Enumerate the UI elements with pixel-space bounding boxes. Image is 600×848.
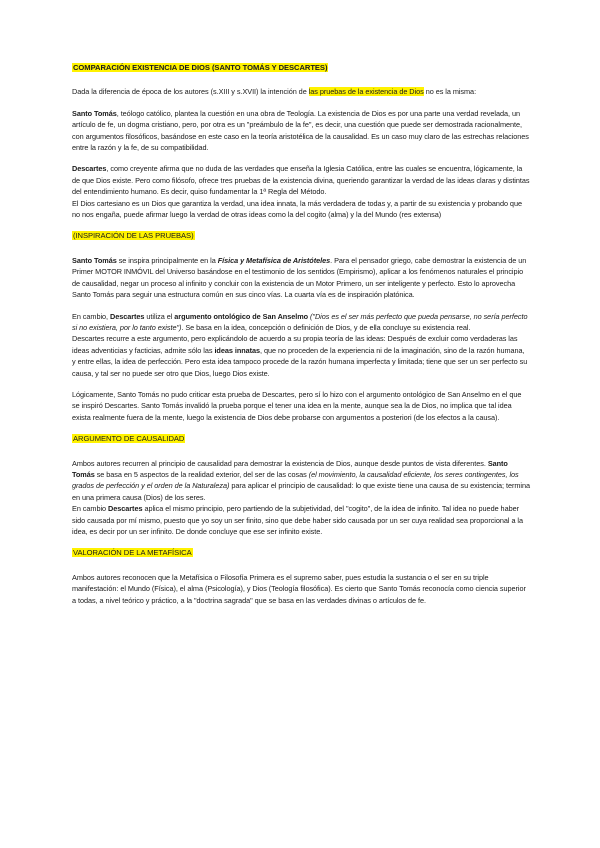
- intro-paragraph: [72, 86, 530, 97]
- heading-inspiracion: (INSPIRACIÓN DE LAS PRUEBAS): [73, 231, 194, 241]
- inspiracion-p1-text-a: se inspira principalmente en la: [116, 255, 218, 265]
- descartes-paragraph-2: El Dios cartesiano es un Dios que garantiza la verdad, una idea innata, la más verdadera de todas y, a partir de su existencia y probando que no nos engaña, puede afirmar luego la verdad de otras ideas como la del cogito (alma) y la del Mundo (res extensa): [72, 198, 522, 220]
- document-page: [72, 62, 530, 606]
- section-title-inspiracion: [72, 230, 530, 241]
- argumento-ontologico: argumento ontológico de San Anselmo: [174, 311, 309, 321]
- causalidad-paragraph-2: [72, 503, 530, 537]
- inspiracion-santo-tomas-name: Santo Tomás: [72, 255, 117, 265]
- inspiracion-paragraph-2: [72, 311, 530, 334]
- causalidad-paragraph: [72, 458, 530, 504]
- causalidad-aspects: (el movimiento, la causalidad eficiente, los seres contingentes, los grados de perfección y el orden de la Naturaleza): [72, 469, 519, 491]
- heading-metafisica: VALORACIÓN DE LA METAFÍSICA: [73, 548, 192, 558]
- inspiracion-p2-text-d: Descartes recurre a este argumento, pero explicándolo de acuerdo a su propia teoría de las ideas: Después de excluir como verdaderas las ideas adventicias y facticias, admite sólo las: [72, 334, 518, 355]
- causalidad-text-b: se basa en 5 aspectos de la realidad exterior, del ser de las cosas: [94, 469, 309, 479]
- section-title-metafisica: [72, 547, 530, 558]
- aristoteles-works: Física y Metafísica de Aristóteles: [217, 255, 331, 265]
- descartes-text: , como creyente afirma que no duda de las verdades que enseña la Iglesia Católica, entre las cuales se encuentra, lógicamente, la de que Dios existe. Pero como filósofo, ofrece tres pruebas de la existencia divina, queriendo garantizar la verdad de las ideas claras y distintas del entendimiento humano. Es decir, quiso fundamentar la 1ª Regla del Método.: [72, 164, 530, 197]
- descartes-name: Descartes: [72, 164, 107, 174]
- causalidad-text-a: Ambos autores recurren al principio de causalidad para demostrar la existencia de Dios, aunque desde puntos de vista diferentes.: [72, 458, 488, 468]
- santo-tomas-text: , teólogo católico, plantea la cuestión en una obra de Teología. La existencia de Dios es por una parte una verdad revelada, un artículo de fe, un dogma cristiano, pero, por otra es un "preámbulo de la fe", es decir, una cuestión que puede ser demostrada racionalmente, con argumentos filosóficos, basándose en este caso en la teoría aristotélica de la causalidad. Es un caso muy claro de las estrechas relaciones entre la razón y la fe, de su compatibilidad.: [72, 108, 529, 153]
- descartes-paragraph: [72, 163, 530, 197]
- inspiracion-p2-text-b: utiliza el: [144, 311, 175, 321]
- inspiracion-p2-text-c: . Se basa en la idea, concepción o definición de Dios, y de ella concluye su existencia real.: [181, 322, 471, 332]
- inspiracion-p1-text-b: . Para el pensador griego, cabe demostrar la existencia de un Primer MOTOR INMÓVIL del Universo basándose en el testimonio de los sentidos (Empirismo), aplicar a los fenómenos naturales el principio de causalidad, negar un proceso al infinito y concluir con la existencia de un Motor Primero, un ser inteligente y perfecto. Esto lo aprovecha Santo Tomás para seguir una estructura común en sus cinco vías. La cuarta vía es de inspiración platónica.: [72, 255, 527, 300]
- inspiracion-paragraph-3: Lógicamente, Santo Tomás no pudo criticar esta prueba de Descartes, pero sí lo hizo con el argumento ontológico de San Anselmo en el que se inspiró Descartes. Santo Tomás invalidó la prueba porque el tener una idea en la mente, aunque sea la de Dios, no implica que tal idea exista realmente fuera de la mente, luego la existencia de Dios debe probarse con argumentos a posteriori (de los efectos a la causa).: [72, 389, 522, 422]
- causalidad-text-c: para aplicar el principio de causalidad: lo que existe tiene una causa de su existencia; termina en una primera causa (Dios) de los seres.: [72, 481, 530, 502]
- causalidad-text-d: En cambio: [72, 504, 109, 514]
- section-title-causalidad: [72, 433, 530, 444]
- section-title-comparacion: [72, 62, 530, 73]
- highlight-pruebas: las pruebas de la existencia de Dios: [308, 87, 424, 97]
- inspiracion-paragraph-2b: [72, 333, 530, 379]
- metafisica-paragraph: Ambos autores reconocen que la Metafísica o Filosofía Primera es el supremo saber, pues estudia la sustancia o el ser en su triple manifestación: el Mundo (Física), el alma (Psicología), y Dios (Teología filosófica). Es cierto que Santo Tomás reconocía como ciencia superior a todas, a nivel teórico y práctico, a la "doctrina sagrada" que se basa en las verdades divinas o artículos de fe.: [72, 572, 526, 605]
- heading-comparacion: COMPARACIÓN EXISTENCIA DE DIOS (SANTO TOMÁS Y DESCARTES): [73, 63, 328, 72]
- intro-text-a: Dada la diferencia de época de los autores (s.XIII y s.XVII) la intención de: [72, 87, 309, 97]
- causalidad-descartes-name: Descartes: [108, 504, 143, 514]
- santo-tomas-paragraph: [72, 108, 530, 154]
- causalidad-santo-tomas-name: Santo Tomás: [72, 458, 508, 479]
- causalidad-text-e: aplica el mismo principio, pero partiendo de la subjetividad, del "cogito", de la idea de infinito. Tal idea no puede haber sido causada por mí mismo, puesto que yo soy un ser finito, sino que debe haber sido causada por un ser cuya realidad sea proporcional a la idea, es decir por un ser infinito. De donde concluye que ese ser infinito existe.: [72, 504, 524, 536]
- inspiracion-descartes-name: Descartes: [109, 311, 145, 321]
- intro-text-b: no es la misma:: [423, 87, 477, 97]
- inspiracion-p2-text-a: En cambio,: [72, 311, 110, 321]
- santo-tomas-name: Santo Tomás: [72, 108, 117, 118]
- ideas-innatas: ideas innatas: [214, 345, 261, 355]
- inspiracion-paragraph-1: [72, 255, 530, 301]
- inspiracion-p2-text-e: , que no proceden de la experiencia ni de la imaginación, sino de la razón humana, y entre ellas, la idea de perfección. Pero esta idea tampoco procede de la razón humana imperfecta y limitada; tiene que ser un ser perfecto su causa, y tal ser no puede ser otro que Dios, luego Dios existe.: [72, 345, 528, 378]
- anselmo-quote: ("Dios es el ser más perfecto que pueda pensarse, no sería perfecto si no existiera, por lo tanto existe"): [72, 311, 528, 332]
- heading-causalidad: ARGUMENTO DE CAUSALIDAD: [73, 434, 185, 444]
